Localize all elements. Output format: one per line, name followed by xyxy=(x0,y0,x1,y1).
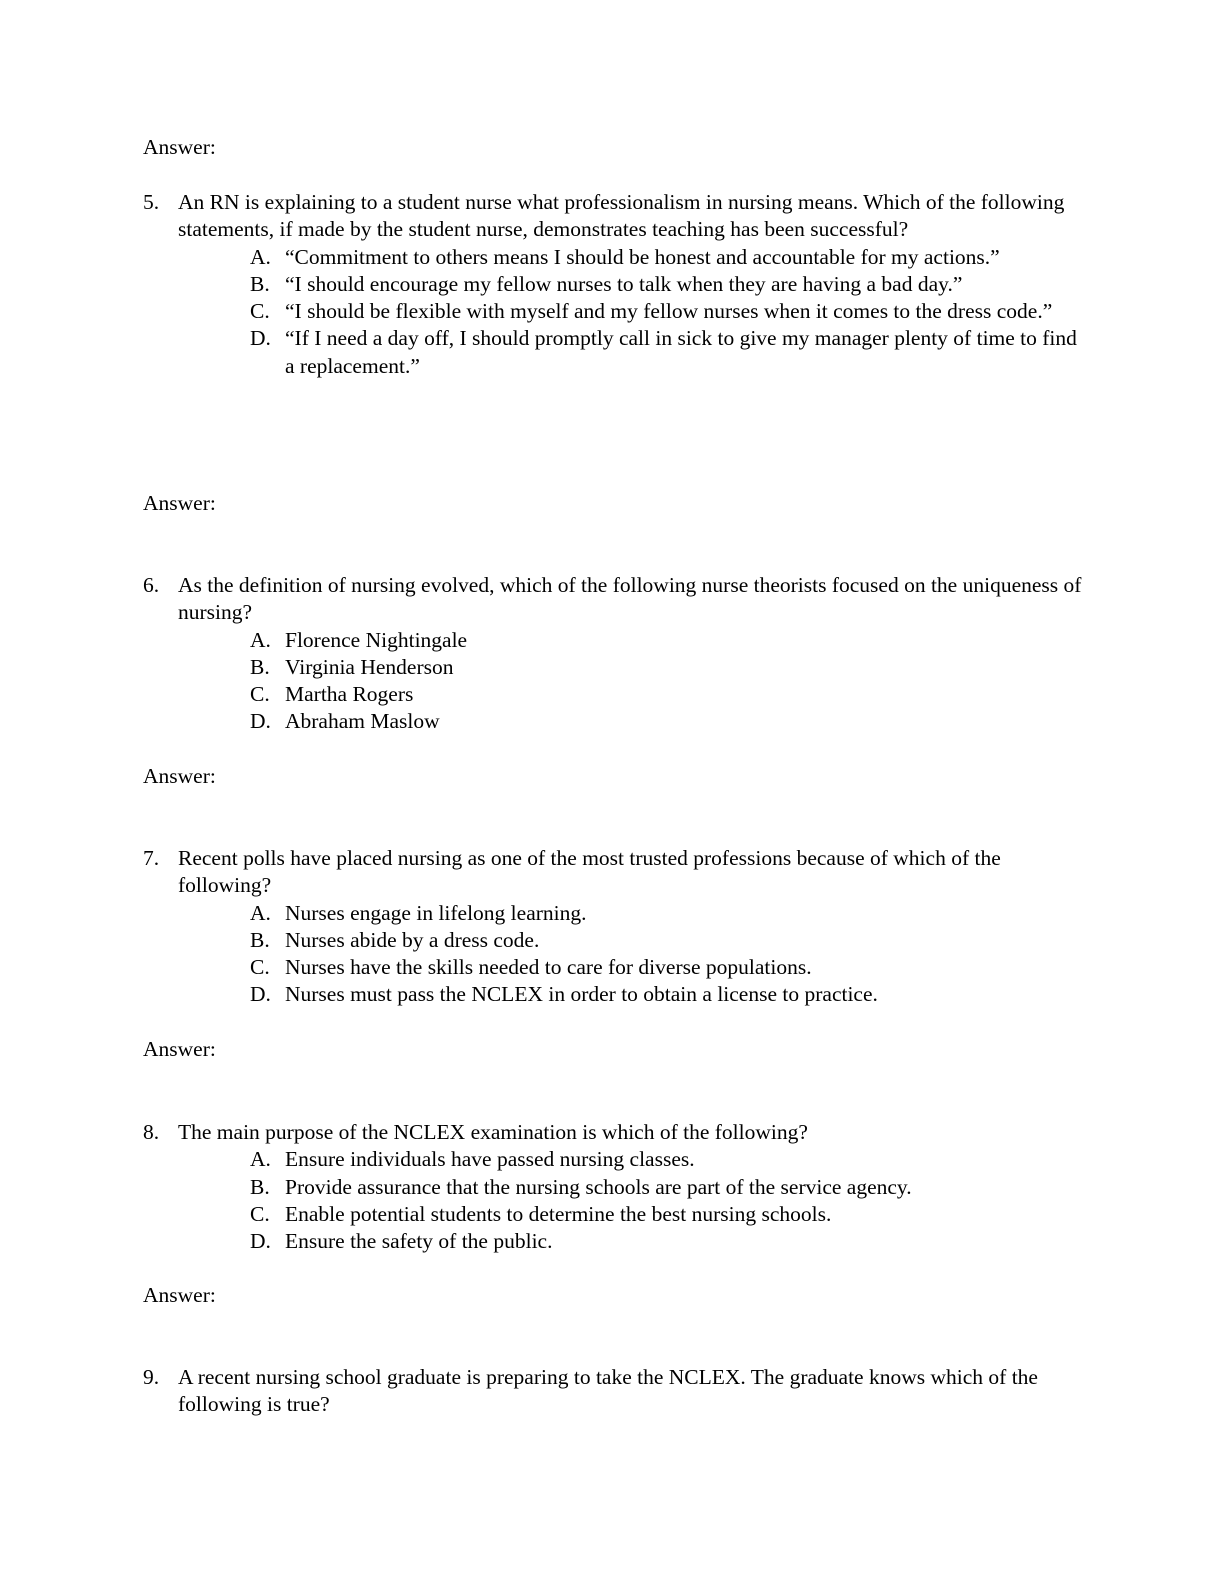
option-c xyxy=(143,298,1083,325)
option-letter: D. xyxy=(250,326,271,351)
option-text: Ensure individuals have passed nursing classes. xyxy=(285,1147,695,1172)
question-8 xyxy=(143,1119,1083,1255)
question-text: The main purpose of the NCLEX examination is which of the following? xyxy=(178,1120,808,1144)
question-9 xyxy=(143,1364,1083,1419)
option-letter: B. xyxy=(250,927,270,952)
options-list xyxy=(143,244,1083,380)
option-text: Virginia Henderson xyxy=(285,654,454,679)
answer-label: Answer: xyxy=(143,491,216,515)
option-text: “I should be flexible with myself and my fellow nurses when it comes to the dress code.” xyxy=(285,299,1053,324)
option-letter: D. xyxy=(250,709,271,734)
option-text: Nurses have the skills needed to care for diverse populations. xyxy=(285,955,812,980)
option-text: Martha Rogers xyxy=(285,682,414,707)
question-stem xyxy=(143,1364,1083,1419)
question-number: 6. xyxy=(143,573,160,597)
option-a xyxy=(143,1146,1083,1173)
option-text: Enable potential students to determine the best nursing schools. xyxy=(285,1201,832,1226)
option-letter: B. xyxy=(250,654,270,679)
option-c xyxy=(143,1201,1083,1228)
option-text: “I should encourage my fellow nurses to talk when they are having a bad day.” xyxy=(285,271,963,296)
option-letter: C. xyxy=(250,682,270,707)
option-letter: C. xyxy=(250,955,270,980)
option-letter: B. xyxy=(250,1174,270,1199)
option-b xyxy=(143,271,1083,298)
option-text: Nurses must pass the NCLEX in order to obtain a license to practice. xyxy=(285,982,878,1007)
option-text: Nurses engage in lifelong learning. xyxy=(285,900,587,925)
question-stem xyxy=(143,189,1083,244)
question-text: An RN is explaining to a student nurse what professionalism in nursing means. Which of the following statements, if made by the student nurse, demonstrates teaching has been successful? xyxy=(178,190,1065,242)
option-letter: B. xyxy=(250,271,270,296)
option-d xyxy=(143,1228,1083,1255)
question-text: As the definition of nursing evolved, which of the following nurse theorists focused on the uniqueness of nursing? xyxy=(178,573,1082,625)
option-a xyxy=(143,244,1083,271)
options-list xyxy=(143,627,1083,736)
question-text: Recent polls have placed nursing as one of the most trusted professions because of which of the following? xyxy=(178,846,1001,898)
option-letter: A. xyxy=(250,244,271,269)
options-list xyxy=(143,1146,1083,1255)
answer-label: Answer: xyxy=(143,1037,216,1061)
option-text: Florence Nightingale xyxy=(285,627,468,652)
question-text: A recent nursing school graduate is preparing to take the NCLEX. The graduate knows which of the following is true? xyxy=(178,1365,1038,1417)
option-text: Provide assurance that the nursing schools are part of the service agency. xyxy=(285,1174,912,1199)
answer-label: Answer: xyxy=(143,135,216,159)
option-d xyxy=(143,325,1083,380)
option-d xyxy=(143,708,1083,735)
question-7 xyxy=(143,845,1083,1009)
options-list xyxy=(143,900,1083,1009)
question-stem xyxy=(143,572,1083,627)
option-a xyxy=(143,900,1083,927)
question-number: 5. xyxy=(143,190,160,214)
option-text: “If I need a day off, I should promptly call in sick to give my manager plenty of time to find a replacement.” xyxy=(285,326,1077,378)
answer-label: Answer: xyxy=(143,764,216,788)
option-c xyxy=(143,954,1083,981)
answer-label: Answer: xyxy=(143,1283,216,1307)
question-5 xyxy=(143,189,1083,380)
question-number: 8. xyxy=(143,1120,160,1144)
question-stem xyxy=(143,845,1083,900)
option-b xyxy=(143,927,1083,954)
option-d xyxy=(143,981,1083,1008)
option-letter: A. xyxy=(250,900,271,925)
option-b xyxy=(143,1174,1083,1201)
option-letter: C. xyxy=(250,1201,270,1226)
option-text: Abraham Maslow xyxy=(285,709,440,734)
option-c xyxy=(143,681,1083,708)
question-number: 9. xyxy=(143,1365,160,1389)
option-text: “Commitment to others means I should be honest and accountable for my actions.” xyxy=(285,244,1000,269)
option-a xyxy=(143,627,1083,654)
question-6 xyxy=(143,572,1083,736)
option-text: Nurses abide by a dress code. xyxy=(285,927,540,952)
option-text: Ensure the safety of the public. xyxy=(285,1229,553,1254)
option-b xyxy=(143,654,1083,681)
option-letter: A. xyxy=(250,627,271,652)
question-stem xyxy=(143,1119,1083,1146)
option-letter: C. xyxy=(250,299,270,324)
question-number: 7. xyxy=(143,846,160,870)
option-letter: D. xyxy=(250,982,271,1007)
option-letter: D. xyxy=(250,1229,271,1254)
option-letter: A. xyxy=(250,1147,271,1172)
